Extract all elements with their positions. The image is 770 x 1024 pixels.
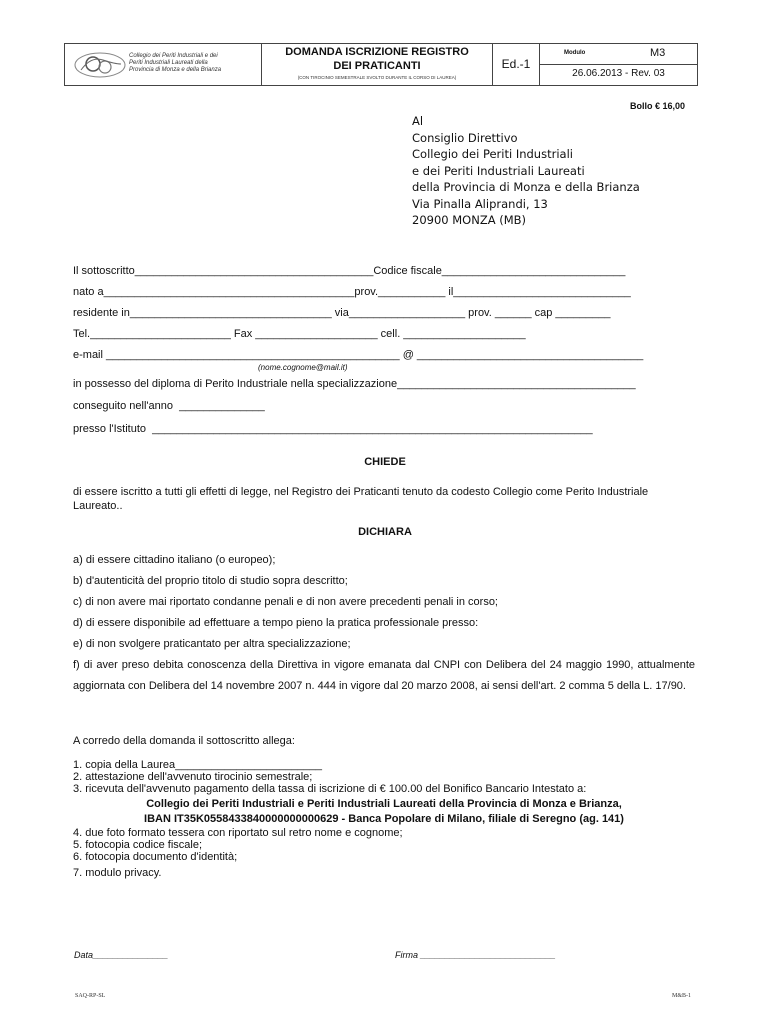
bank-line1: Collegio dei Periti Industriali e Periti Industriali Laureati della Provincia di Monza e Brianza,: [146, 798, 622, 810]
bank-line2: IBAN IT35K0558433840000000000629 - Banca Popolare di Milano, filiale di Seregno (ag. 141): [144, 813, 624, 825]
footer-right-code: M&B-1: [672, 993, 692, 999]
field-istituto[interactable]: presso l'Istituto ________________________________________________________________________: [73, 423, 593, 435]
document-header: [64, 43, 698, 86]
footer-left-code: SAQ-RP-SL: [75, 993, 106, 999]
modulo-row: [540, 44, 697, 65]
address-line: Consiglio Direttivo: [412, 130, 518, 145]
chiede-heading: CHIEDE: [364, 456, 406, 468]
header-title-cell: [262, 44, 493, 85]
recipient-address: [412, 113, 640, 229]
allegato-item: 6. fotocopia documento d'identità;: [73, 851, 238, 863]
address-line: e dei Periti Industriali Laureati: [412, 163, 585, 178]
logo-line: Collegio dei Periti Industriali e dei: [129, 53, 218, 59]
allegato-item: 7. modulo privacy.: [73, 867, 162, 879]
address-line: Collegio dei Periti Industriali: [412, 147, 573, 161]
header-logo-cell: [65, 44, 262, 85]
college-logo-icon: [73, 50, 127, 80]
dichiara-item: e) di non svolgere praticantato per altra specializzazione;: [73, 638, 351, 650]
allegato-item: 5. fotocopia codice fiscale;: [73, 839, 203, 851]
field-sottoscritto[interactable]: Il sottoscritto_______________________________________Codice fiscale______________________________: [73, 265, 626, 277]
field-email[interactable]: e-mail ________________________________________________ @ _____________________________________: [73, 349, 644, 361]
dichiara-item: a) di essere cittadino italiano (o europeo);: [73, 554, 276, 566]
address-line: Via Pinalla Aliprandi, 13: [412, 196, 548, 211]
dichiara-item: b) d'autenticità del proprio titolo di studio sopra descritto;: [73, 575, 348, 587]
document-title-line2: DEI PRATICANTI: [333, 60, 421, 72]
address-line: della Provincia di Monza e della Brianza: [412, 180, 640, 194]
document-title-note: (CON TIROCINIO SEMESTRALE SVOLTO DURANTE IL CORSO DI LAUREA): [297, 75, 457, 80]
logo-text: [129, 53, 221, 74]
revision-date: 26.06.2013 - Rev. 03: [572, 68, 665, 79]
address-line: 20900 MONZA (MB): [412, 213, 527, 227]
allegato-item: 4. due foto formato tessera con riportato sul retro nome e cognome;: [73, 827, 403, 839]
allegati-intro: A corredo della domanda il sottoscritto allega:: [73, 735, 295, 747]
field-diploma[interactable]: in possesso del diploma di Perito Industriale nella specializzazione_______________________________________: [73, 378, 636, 390]
field-nato[interactable]: nato a_________________________________________prov.___________ il_____________________________: [73, 286, 631, 298]
field-residente[interactable]: residente in_________________________________ via___________________ prov. ______ cap _________: [73, 307, 611, 319]
logo-line: Provincia di Monza e della Brianza: [129, 67, 222, 73]
field-anno[interactable]: conseguito nell'anno ______________: [73, 400, 265, 412]
allegato-item: 3. ricevuta dell'avvenuto pagamento della tassa di iscrizione di € 100.00 del Bonifico Bancario Intestato a:: [73, 783, 587, 795]
date-field[interactable]: Data_______________: [74, 950, 169, 960]
edition-label: Ed.-1: [501, 57, 531, 71]
allegato-item: 2. attestazione dell'avvenuto tirocinio semestrale;: [73, 771, 313, 783]
address-line: Al: [412, 114, 424, 128]
dichiara-heading: DICHIARA: [358, 526, 412, 538]
dichiara-item: d) di essere disponibile ad effettuare a tempo pieno la pratica professionale presso:: [73, 617, 479, 629]
field-tel-fax-cell[interactable]: Tel._______________________ Fax ____________________ cell. ____________________: [73, 328, 526, 340]
allegato-item: 1. copia della Laurea________________________: [73, 759, 322, 771]
email-hint: (nome.cognome@mail.it): [258, 363, 348, 372]
chiede-text: di essere iscritto a tutti gli effetti di legge, nel Registro dei Praticanti tenuto da codesto Collegio come Perito Industriale Laureato..: [73, 486, 649, 512]
bollo-note: Bollo € 16,00: [630, 101, 686, 111]
dichiara-item: c) di non avere mai riportato condanne penali e di non avere precedenti penali in corso;: [73, 596, 498, 608]
header-modulo-cell: [540, 44, 697, 85]
signature-field[interactable]: Firma ___________________________: [395, 950, 556, 960]
dichiara-item-f: f) di aver preso debita conoscenza della Direttiva in vigore emanata dal CNPI con Delibera del 24 maggio 1990, attualmente aggiornata con Delibera del 14 novembre 2007 n. 444 in vigore dal 20 marzo 2008, ai sensi dell'art. 2 comma 5 della L. 17/90.: [73, 659, 695, 692]
modulo-label: Modulo: [564, 50, 586, 56]
header-edition-cell: [493, 44, 540, 85]
logo-line: Periti Industriali Laureati della: [129, 60, 208, 66]
document-title-line1: DOMANDA ISCRIZIONE REGISTRO: [285, 46, 469, 58]
modulo-value: M3: [650, 47, 666, 59]
